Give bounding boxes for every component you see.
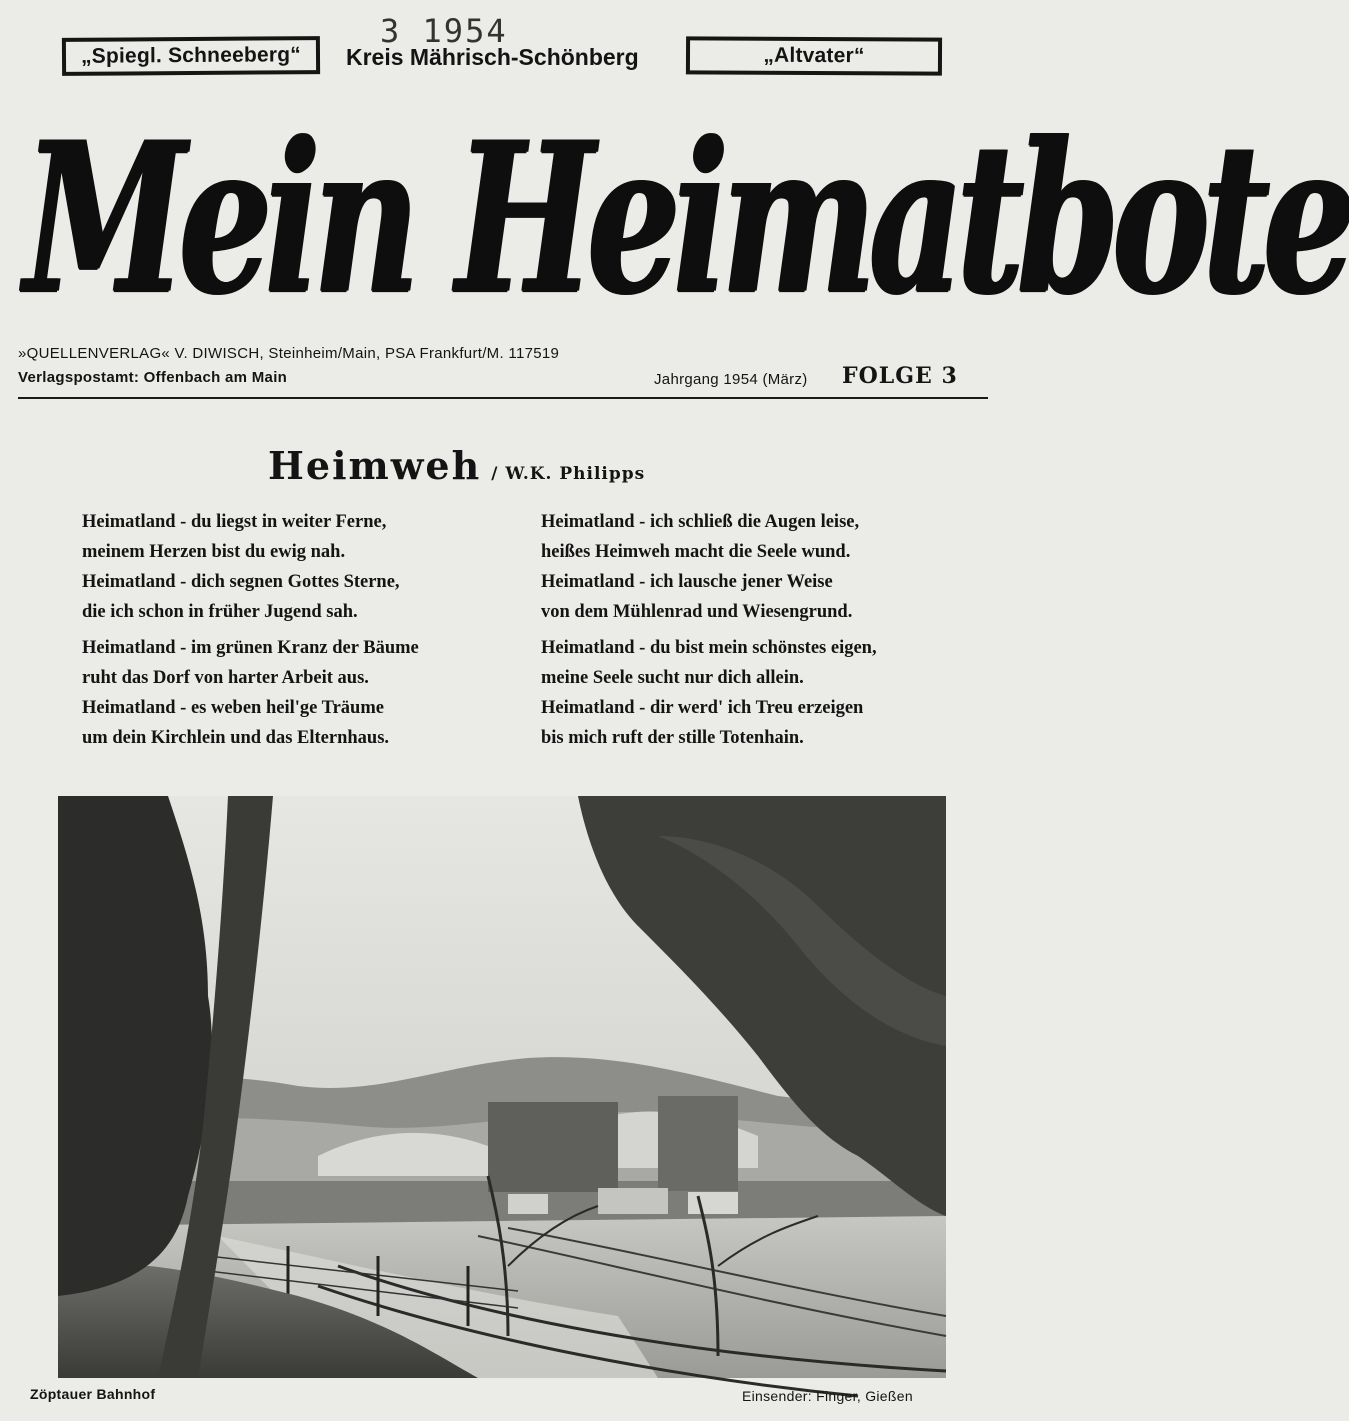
stanza bbox=[82, 633, 419, 753]
masthead-title: Mein Heimatbote bbox=[24, 97, 1349, 341]
publisher-line-2: Verlagspostamt: Offenbach am Main bbox=[18, 369, 288, 386]
poem-line: Heimatland - im grünen Kranz der Bäume bbox=[82, 638, 419, 658]
handwritten-mark: 3 1954 bbox=[380, 12, 508, 50]
poem-line: Heimatland - du liegst in weiter Ferne, bbox=[82, 512, 387, 532]
header-box-left-label: „Spiegl. Schneeberg“ bbox=[80, 43, 302, 68]
photo-credit: Einsender: Finger, Gießen bbox=[742, 1388, 913, 1404]
poem-line: Heimatland - dich segnen Gottes Sterne, bbox=[82, 572, 400, 592]
poem-author: / W.K. Philipps bbox=[491, 464, 646, 484]
header-box-left bbox=[62, 36, 320, 76]
poem-line: von dem Mühlenrad und Wiesengrund. bbox=[541, 602, 853, 622]
poem-line: bis mich ruft der stille Totenhain. bbox=[541, 728, 804, 748]
district-label: Kreis Mährisch-Schönberg bbox=[346, 44, 639, 70]
publisher-line-1: »QUELLENVERLAG« V. DIWISCH, Steinheim/Main, PSA Frankfurt/M. 117519 bbox=[18, 345, 560, 362]
stanza bbox=[82, 507, 419, 627]
issue-number: FOLGE 3 bbox=[842, 363, 958, 389]
poem-line: Heimatland - ich lausche jener Weise bbox=[541, 572, 833, 592]
photo-caption: Zöptauer Bahnhof bbox=[30, 1386, 156, 1402]
poem-title: Heimweh bbox=[268, 443, 482, 488]
poem-line: ruht das Dorf von harter Arbeit aus. bbox=[82, 668, 369, 688]
poem-line: meine Seele sucht nur dich allein. bbox=[541, 668, 804, 688]
stanza bbox=[541, 633, 877, 753]
poem-line: Heimatland - dir werd' ich Treu erzeigen bbox=[541, 698, 864, 718]
poem-line: Heimatland - es weben heil'ge Träume bbox=[82, 698, 384, 718]
poem-column-right bbox=[541, 507, 877, 759]
issue-year: Jahrgang 1954 (März) bbox=[654, 371, 808, 388]
header-box-right bbox=[686, 36, 942, 75]
poem-heading bbox=[268, 443, 645, 488]
poem-line: heißes Heimweh macht die Seele wund. bbox=[541, 542, 851, 562]
poem-line: Heimatland - ich schließ die Augen leise, bbox=[541, 512, 860, 532]
landscape-photo bbox=[58, 796, 946, 1378]
header-box-right-label: „Altvater“ bbox=[763, 43, 865, 68]
poem-line: die ich schon in früher Jugend sah. bbox=[82, 602, 358, 622]
poem-line: um dein Kirchlein und das Elternhaus. bbox=[82, 728, 390, 748]
stanza bbox=[541, 507, 877, 627]
poem-column-left bbox=[82, 507, 419, 759]
landscape-photo-drawing bbox=[58, 796, 946, 1378]
poem-line: Heimatland - du bist mein schönstes eigen, bbox=[541, 638, 877, 658]
header-rule bbox=[18, 397, 988, 399]
poem-line: meinem Herzen bist du ewig nah. bbox=[82, 542, 346, 562]
